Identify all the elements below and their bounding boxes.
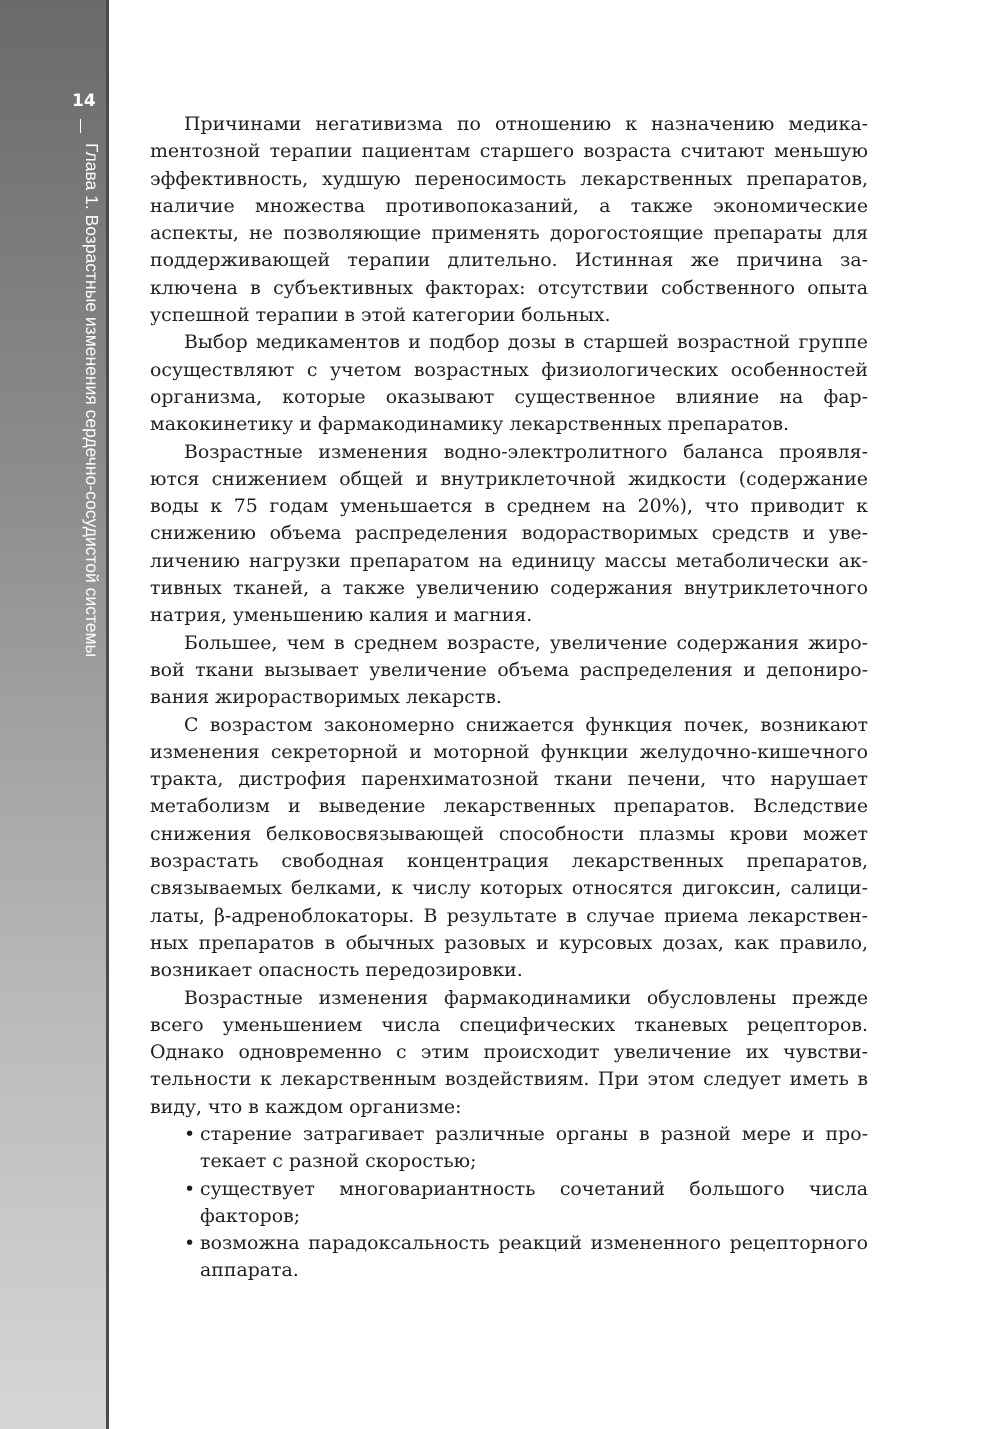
chapter-title: Глава 1. Возрастные изменения сердечно-сосудистой системы bbox=[82, 143, 102, 658]
list-item bbox=[150, 1176, 868, 1231]
paragraph-fat-tissue: Большее, чем в среднем возрасте, увеличение содержания жировой ткани вызывает увеличение объема распределения и депонирования жирорастворимых лекарств. bbox=[150, 631, 868, 709]
list-item bbox=[150, 1230, 868, 1285]
page-number-divider bbox=[80, 119, 81, 133]
paragraph-organ-function: С возрастом закономерно снижается функция почек, возникают изменения секреторной и моторной функции желудочно-кишечного тракта, дистрофия паренхиматозной ткани печени, что нарушает метаболизм и выведение лекарственных препаратов. Вследствие снижения белковосвязывающей способности плазмы крови может возрастать свободная концентрация лекарственных препаратов, связываемых белками, к числу которых относятся дигоксин, салицилаты, β-адреноблокаторы. В результате в случае приема лекарственных препаратов в обычных разовых и курсовых дозах, как правило, возникает опасность передозировки. bbox=[150, 713, 868, 982]
paragraph-pharmacodynamics: Возрастные изменения фармакодинамики обусловлены прежде всего уменьшением числа специфических тканевых рецепторов. Однако одновременно с этим происходит увеличение их чувствительности к лекарственным воздействиям. При этом следует иметь в виду, что в каждом организме: bbox=[150, 986, 868, 1118]
bullet-text: существует многовариантность сочетаний большого числа факторов; bbox=[200, 1177, 868, 1227]
paragraph-drug-selection: Выбор медикаментов и подбор дозы в старшей возрастной группе осуществляют с учетом возрастных физиологических особенностей организма, которые оказывают существенное влияние на фармакокинетику и фармакодинамику лекарственных препаратов. bbox=[150, 331, 868, 436]
side-band-edge bbox=[106, 0, 109, 1429]
page-number: 14 bbox=[72, 91, 96, 111]
bullet-text: старение затрагивает различные органы в разной мере и протекает с разной скоростью; bbox=[200, 1122, 868, 1173]
paragraph-negativism: Причинами негативизма по отношению к назначению медикаmентозной терапии пациентам старшего возраста считают меньшую эффективность, худшую переносимость лекарственных препаратов, наличие множества противопоказаний, а также экономические аспекты, не позволяющие применять дорогостоящие препараты для поддерживающей терапии длительно. Истинная же причина заключена в субъективных факторах: отсутствии собственного опыта успешной терапии в этой категории больных. bbox=[150, 113, 868, 327]
list-item bbox=[150, 1121, 868, 1176]
paragraph-water-electrolyte: Возрастные изменения водно-электролитного баланса проявляются снижением общей и внутриклеточной жидкости (содержание воды к 75 годам уменьшается в среднем на 20%), что приводит к снижению объема распределения водорастворимых средств и увеличению нагрузки препаратом на единицу массы метаболически активных тканей, а также увеличению содержания внутриклеточного натрия, уменьшению калия и магния. bbox=[150, 440, 868, 627]
bullet-marker: • bbox=[184, 1232, 196, 1255]
bullet-list bbox=[150, 1121, 868, 1285]
bullet-text: возможна парадоксальность реакций измененного рецепторного аппарата. bbox=[200, 1232, 868, 1282]
bullet-marker: • bbox=[184, 1177, 196, 1200]
bullet-marker: • bbox=[184, 1122, 196, 1145]
main-text bbox=[150, 111, 868, 1285]
